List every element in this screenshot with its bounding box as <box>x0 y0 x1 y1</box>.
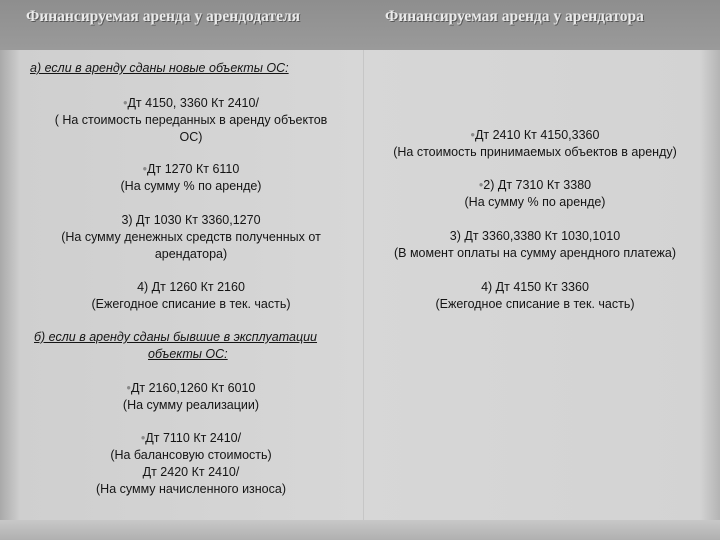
right-entry-2-note: (На сумму % по аренде) <box>464 195 606 209</box>
bullet-icon: • <box>140 431 146 445</box>
section-b-title-cont: объекты ОС: <box>148 347 228 361</box>
right-entry-3-note: (В момент оплаты на сумму арендного платежа) <box>393 246 676 260</box>
right-entry-1 <box>372 127 698 144</box>
left-entry-3-note: (На сумму денежных средств полученных от <box>61 230 321 244</box>
right-entry-3: 3) Дт 3360,3380 Кт 1030,1010 <box>449 229 621 243</box>
left-entry-2-text: Дт 1270 Кт 6110 <box>147 162 240 176</box>
section-a-title: а) если в аренду сданы новые объекты ОС: <box>30 61 289 75</box>
right-entry-1-text: Дт 2410 Кт 4150,3360 <box>474 128 600 142</box>
right-entry-4-note: (Ежегодное списание в тек. часть) <box>435 297 635 311</box>
right-entry-2 <box>372 177 698 194</box>
right-column-title: Финансируемая аренда у арендатора <box>385 8 644 25</box>
footer-band <box>0 520 720 540</box>
right-entry-4: 4) Дт 4150 Кт 3360 <box>481 280 589 294</box>
left-entry-4: 4) Дт 1260 Кт 2160 <box>137 280 245 294</box>
section-b-title: б) если в аренду сданы бывшие в эксплуатации <box>34 330 318 344</box>
column-divider <box>363 50 364 520</box>
left-b-entry-3: Дт 2420 Кт 2410/ <box>142 465 240 479</box>
left-b-entry-2-note: (На балансовую стоимость) <box>110 448 272 462</box>
left-b-entry-1-text: Дт 2160,1260 Кт 6010 <box>130 381 256 395</box>
bullet-icon: • <box>126 381 131 395</box>
left-b-entry-2 <box>30 430 352 447</box>
bullet-icon: • <box>142 162 148 176</box>
left-entry-4-note: (Ежегодное списание в тек. часть) <box>91 297 291 311</box>
right-entry-2-text: 2) Дт 7310 Кт 3380 <box>483 178 592 192</box>
bullet-icon: • <box>470 128 475 142</box>
left-entry-3: 3) Дт 1030 Кт 3360,1270 <box>121 213 261 227</box>
left-entry-1-text: Дт 4150, 3360 Кт 2410/ <box>127 96 259 110</box>
bullet-icon: • <box>123 96 128 110</box>
left-b-entry-3-note: (На сумму начисленного износа) <box>96 482 286 496</box>
left-entry-3-note-cont: арендатора) <box>154 247 228 261</box>
left-entry-1-note: ( На стоимость переданных в аренду объектов <box>54 113 328 127</box>
left-entry-1 <box>30 95 352 112</box>
left-entry-2 <box>30 161 352 178</box>
left-entry-1-note-cont: ОС) <box>179 130 203 144</box>
right-entry-1-note: (На стоимость принимаемых объектов в аренду) <box>393 145 677 159</box>
bullet-icon: • <box>478 178 484 192</box>
left-b-entry-2-text: Дт 7110 Кт 2410/ <box>145 431 242 445</box>
left-b-entry-1-note: (На сумму реализации) <box>122 398 260 412</box>
left-b-entry-1 <box>30 380 352 397</box>
left-entry-2-note: (На сумму % по аренде) <box>120 179 262 193</box>
left-column-title: Финансируемая аренда у арендодателя <box>26 8 301 25</box>
